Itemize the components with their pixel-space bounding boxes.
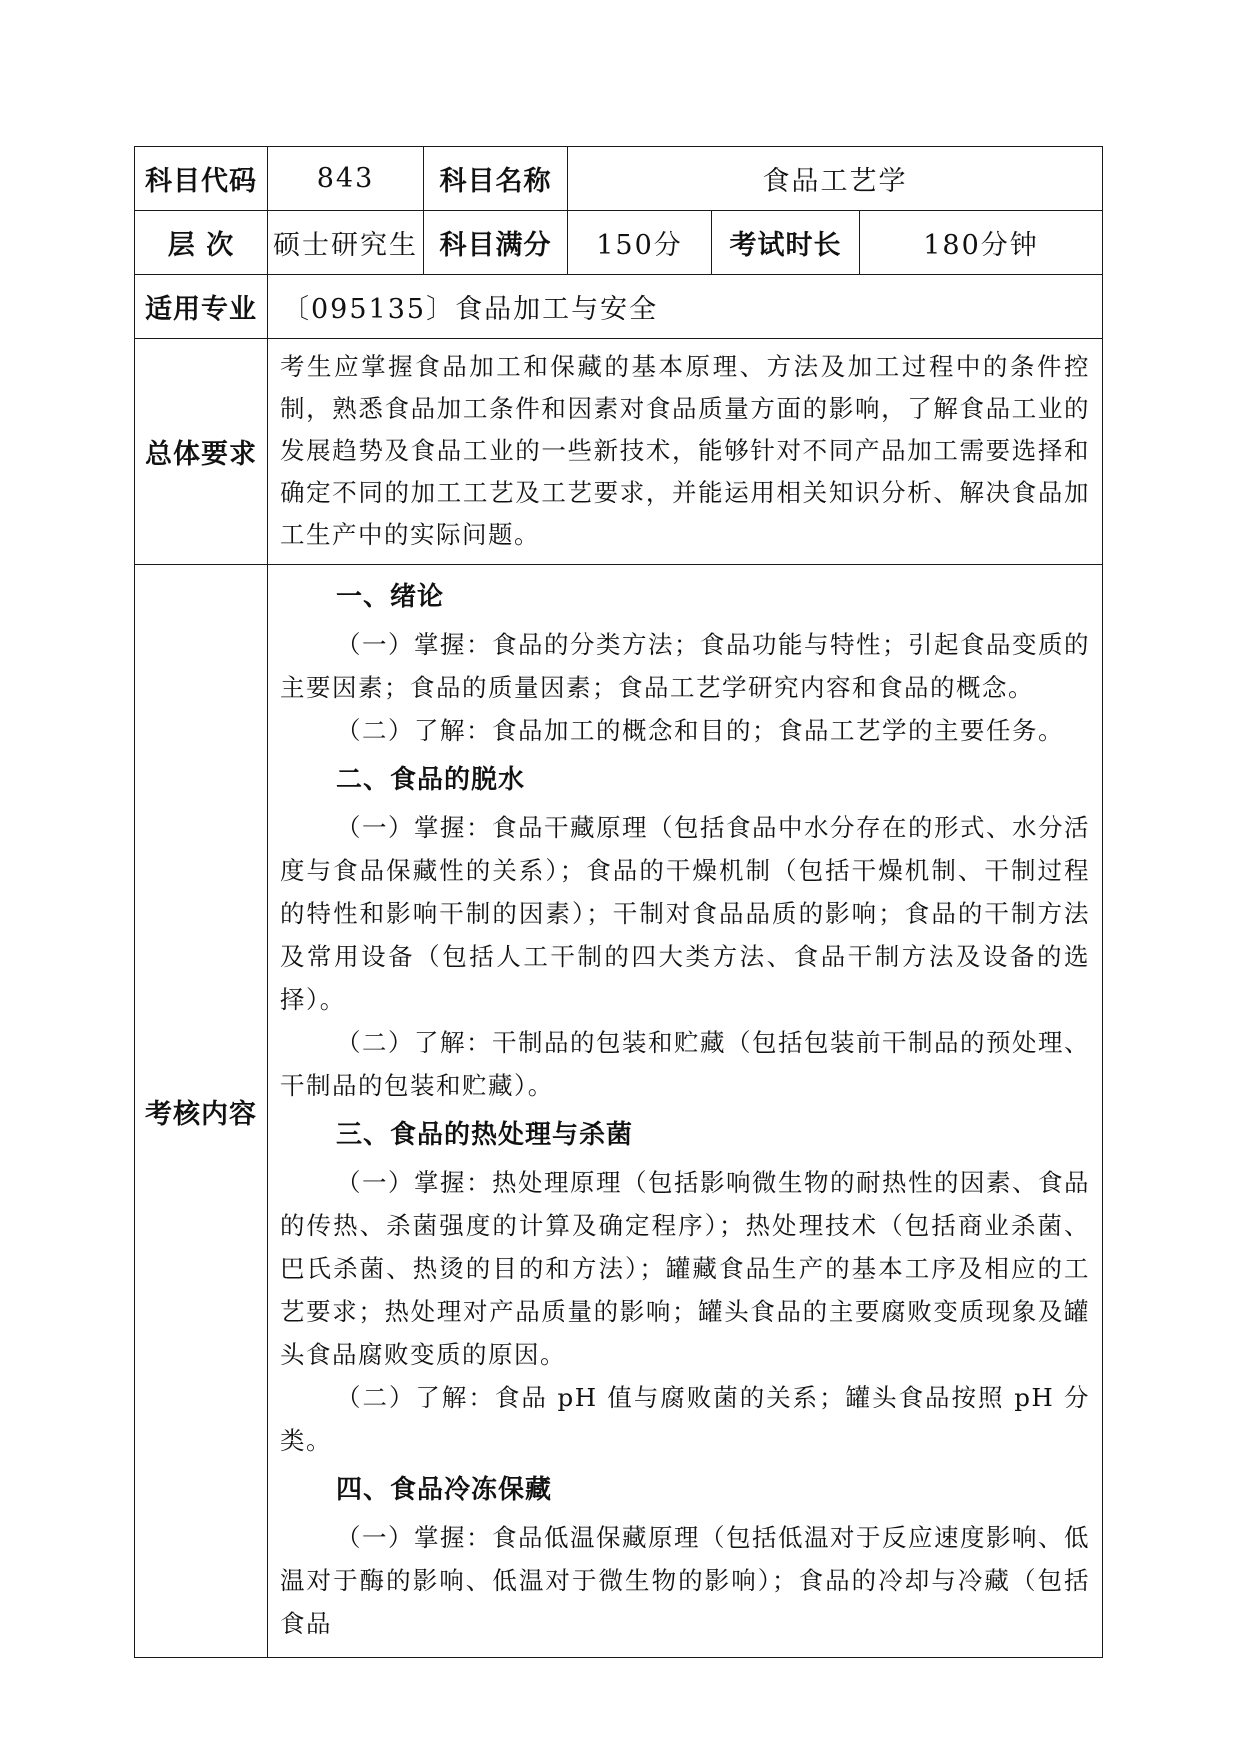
level-label: 层 次 bbox=[135, 211, 268, 275]
content-body bbox=[268, 565, 1103, 1658]
row-subject bbox=[135, 147, 1103, 211]
section-paragraph: （一）掌握：食品的分类方法；食品功能与特性；引起食品变质的主要因素；食品的质量因素；食品工艺学研究内容和食品的概念。 bbox=[280, 630, 1091, 702]
subject-name-label: 科目名称 bbox=[424, 147, 568, 211]
section-1 bbox=[280, 575, 1090, 752]
section-2 bbox=[280, 758, 1090, 1107]
row-level bbox=[135, 211, 1103, 275]
section-4 bbox=[280, 1468, 1090, 1645]
full-score: 150分 bbox=[568, 211, 712, 275]
section-paragraph: （一）掌握：食品低温保藏原理（包括低温对于反应速度影响、低温对于酶的影响、低温对于微生物的影响）；食品的冷却与冷藏（包括食品 bbox=[280, 1523, 1091, 1638]
requirements-text: 考生应掌握食品加工和保藏的基本原理、方法及加工过程中的条件控制，熟悉食品加工条件和因素对食品质量方面的影响，了解食品工业的发展趋势及食品工业的一些新技术，能够针对不同产品加工需要选择和确定不同的加工工艺及工艺要求，并能运用相关知识分析、解决食品加工生产中的实际问题。 bbox=[268, 339, 1103, 565]
section-title: 三、食品的热处理与杀菌 bbox=[336, 1120, 634, 1150]
section-title: 一、绪论 bbox=[336, 582, 445, 612]
requirements-label: 总体要求 bbox=[135, 339, 268, 565]
duration-label: 考试时长 bbox=[712, 211, 860, 275]
row-requirements bbox=[135, 339, 1103, 565]
section-title: 四、食品冷冻保藏 bbox=[336, 1475, 553, 1505]
syllabus-table bbox=[134, 146, 1103, 1658]
section-3 bbox=[280, 1113, 1090, 1462]
major-label: 适用专业 bbox=[135, 275, 268, 339]
section-paragraph: （一）掌握：食品干藏原理（包括食品中水分存在的形式、水分活度与食品保藏性的关系）；食品的干燥机制（包括干燥机制、干制过程的特性和影响干制的因素）；干制对食品品质的影响；食品的干制方法及常用设备（包括人工干制的四大类方法、食品干制方法及设备的选择）。 bbox=[280, 813, 1091, 1014]
level: 硕士研究生 bbox=[268, 211, 424, 275]
row-content bbox=[135, 565, 1103, 1658]
row-major bbox=[135, 275, 1103, 339]
section-title: 二、食品的脱水 bbox=[336, 765, 526, 795]
subject-name: 食品工艺学 bbox=[568, 147, 1103, 211]
major: 〔095135〕食品加工与安全 bbox=[268, 275, 1103, 339]
section-paragraph: （二）了解：食品 pH 值与腐败菌的关系；罐头食品按照 pH 分类。 bbox=[280, 1383, 1091, 1455]
content-label: 考核内容 bbox=[135, 565, 268, 1658]
section-paragraph: （二）了解：食品加工的概念和目的；食品工艺学的主要任务。 bbox=[336, 716, 1064, 745]
duration: 180分钟 bbox=[860, 211, 1103, 275]
subject-code: 843 bbox=[268, 147, 424, 211]
subject-code-label: 科目代码 bbox=[135, 147, 268, 211]
exam-syllabus-document bbox=[134, 146, 1102, 1658]
section-paragraph: （一）掌握：热处理原理（包括影响微生物的耐热性的因素、食品的传热、杀菌强度的计算及确定程序）；热处理技术（包括商业杀菌、巴氏杀菌、热烫的目的和方法）；罐藏食品生产的基本工序及相应的工艺要求；热处理对产品质量的影响；罐头食品的主要腐败变质现象及罐头食品腐败变质的原因。 bbox=[280, 1168, 1091, 1369]
full-score-label: 科目满分 bbox=[424, 211, 568, 275]
section-paragraph: （二）了解：干制品的包装和贮藏（包括包装前干制品的预处理、干制品的包装和贮藏）。 bbox=[280, 1028, 1091, 1100]
